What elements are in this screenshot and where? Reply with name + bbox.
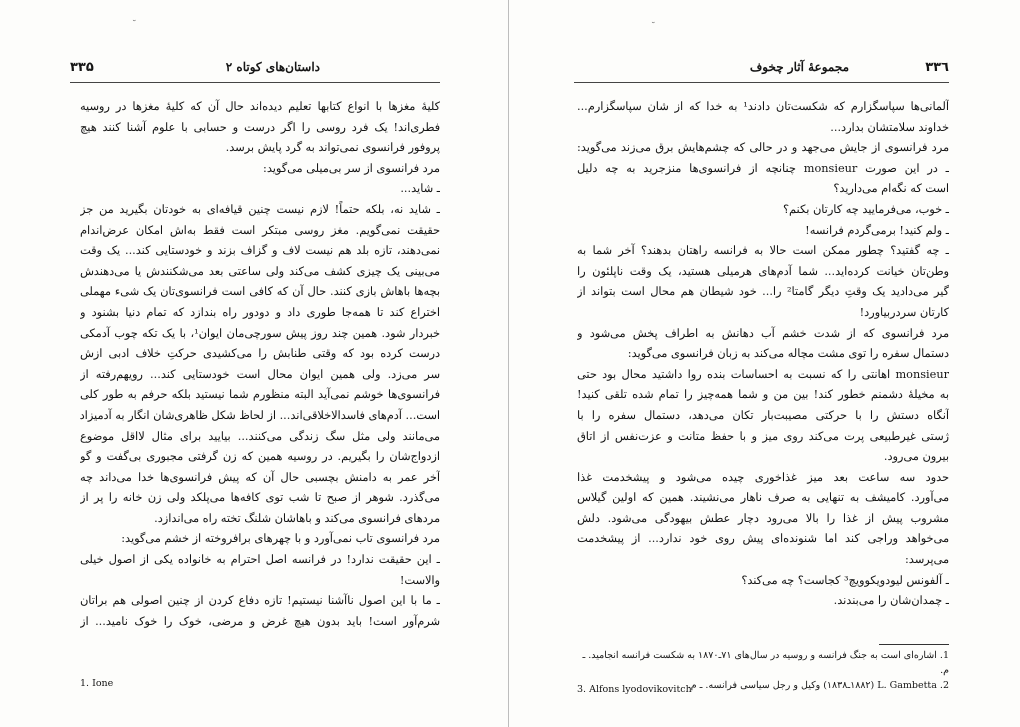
text-line: دستمال سفره را توی مشت مچاله می‌کند به زبان فرانسوی می‌گوید:	[627, 347, 949, 361]
text-line: ازدواج‌شان را بگیریم. در روسیه همین که زن گرفتی مجبوری بی‌گفت و گو	[80, 450, 440, 464]
text-line: خبردار شود. همین چند روز پیش سورچی‌مان ایوان¹، با یک تکه چوب آدمکی	[80, 326, 440, 340]
text-line: ـ شاید نه، بلکه حتماً! لازم نیست چنین قیافه‌ای به خودتان بگیرید من جز	[80, 202, 440, 216]
text-line: شرم‌آور است! باید بدون هیچ غرض و مرضی، خوک را خوک نامید... از	[80, 614, 440, 628]
text-line: والاست!	[399, 573, 440, 587]
right-body-text	[577, 97, 949, 612]
text-line: کلیهٔ مغزها با انواع کتابها تعلیم دیده‌اند حال آن که کلیهٔ مغزها در روسیه	[80, 100, 440, 113]
text-line: ـ این حقیقت ندارد! در فرانسه اصل احترام به خانواده یکی از اصول خیلی	[80, 553, 440, 567]
left-body-text	[80, 97, 440, 632]
text-line: درست کرده بود که وقتی طنابش را می‌کشیدی حرکتِ خلاف ادبی ازش	[80, 347, 440, 361]
right-page-number: ۳۳٦	[925, 60, 949, 75]
text-line: کارتان سردربیاورد!	[859, 305, 949, 319]
text-line: آخر عمر به دامنش بچسبی حال آن که پیش فرانسوی‌ها خدا می‌داند چه	[80, 470, 440, 484]
text-line: گیر می‌دادید یک وقتِ دیگر گامتا² را... خود شیطان هم محال است بتواند از	[577, 285, 949, 299]
right-running-title: مجموعهٔ آثار چخوف	[749, 60, 849, 74]
text-line: ـ ما با این اصول ناآشنا نیستیم! تازه دفاع کردن از چنین اصولی هم براتان	[80, 594, 440, 608]
footnote-2: 2. L. Gambetta (۱۸۸۲ـ۱۸۳۸) وکیل و رجل سیاسی فرانسه. ـ م.	[687, 680, 949, 691]
text-line: خداوند سلامتشان بدارد...	[830, 120, 949, 134]
text-line: می‌گذرد. شوهر از صبح تا شب توی کافه‌ها می‌پلکد ولی زن خانه را پر از	[80, 491, 440, 505]
footnote-rule	[879, 644, 949, 645]
text-line: می‌آورد. کامیشف به تنهایی به صرف ناهار می‌نشیند. همین که اولین گیلاس	[577, 491, 949, 505]
text-line: نمی‌دهند، تازه بلد هم نیست لاف و گزاف بزند و خودستایی کند... یک وقت	[80, 244, 440, 258]
left-page	[0, 0, 509, 727]
right-latin-footnote: 3. Alfons lyodovikovitch	[577, 684, 692, 695]
text-line: حقیقت نمی‌گویم. مغز روسی مبتکر است فقط به‌اش امکان عرض‌اندام	[80, 223, 440, 237]
text-line: ـ آلفونس لیودویکوویچ³ کجاست؟ چه می‌کند؟	[741, 573, 949, 587]
scan-speck: ˘	[651, 22, 656, 32]
text-line: به مخیلهٔ دشمنم خطور کند! بین من و شما همه‌چیز را تمام شده تلقی کنید!	[577, 388, 949, 402]
text-line: می‌خواهد وراجی کند اما شنونده‌ای پیش روی خود ندارد... از پیشخدمت	[577, 532, 949, 546]
text-line: مرد فرانسوی از سر بی‌میلی می‌گوید:	[263, 161, 440, 175]
text-line: مرد فرانسوی از جایش می‌جهد و در حالی که چشم‌هایش برق می‌زند می‌گوید:	[577, 141, 949, 155]
text-line: ـ چمدان‌شان را می‌بندند.	[833, 594, 949, 608]
text-line: فرانسوی‌ها خوشم نمی‌آید البته منظورم شما نیستید بلکه حرفم به طور کلی	[80, 388, 440, 402]
text-line: آلمانی‌ها سپاسگزارم که شکست‌تان دادند¹ به خدا که از شان سپاسگزارم...	[577, 100, 949, 113]
text-line: آنگاه دستش را با حرکتی مصیبت‌بار تکان می‌دهد، دستمال سفره را با	[577, 408, 949, 422]
text-line: می‌پرسد:	[904, 553, 949, 567]
left-header-rule	[70, 82, 440, 83]
text-line: monsieur اهانتی را که نسبت به احساسات بنده روا داشتید محال بود حتی	[577, 367, 949, 381]
right-header-rule	[574, 82, 949, 83]
text-line: سر می‌زد. ولی همین ایوان محال است خودستایی کند... رویهم‌رفته از	[80, 367, 440, 381]
text-line: ـ خوب، می‌فرمایید چه کارتان بکنم؟	[783, 202, 949, 216]
text-line: ـ چه گفتید؟ چطور ممکن است حالا به فرانسه راهتان بدهند؟ آخر شما به	[577, 244, 949, 258]
left-page-number: ۳۳۵	[70, 60, 94, 75]
right-page-header	[574, 60, 949, 80]
text-line: ـ در این صورت monsieur چنانچه از فرانسوی‌ها منزجرید به چه دلیل	[577, 161, 949, 175]
text-line: بیرون می‌رود.	[883, 450, 949, 464]
text-line: ـ ولم کنید! برمی‌گردم فرانسه!	[805, 223, 949, 237]
text-line: بچه‌ها باهاش بازی کنند. حال آن که کافی است فرانسوی‌تان یک شیء مهملی	[80, 285, 440, 299]
text-line: فطری‌اند! یک فرد روسی را اگر درست و حسابی با علوم آشنا کنند هیچ	[80, 120, 440, 134]
text-line: مرد فرانسوی تاب نمی‌آورد و با چهرهای برافروخته از خشم می‌گوید:	[121, 532, 440, 546]
text-line: است... آدم‌های فاسدالاخلاقی‌اند... از لحاظ شکل ظاهری‌شان انگار به آدمیزاد	[80, 408, 440, 422]
text-line: ـ شاید...	[400, 182, 440, 196]
text-line: مرد فرانسوی که از شدت خشم آب دهانش به اطراف پخش می‌شود و	[577, 326, 949, 340]
text-line: است که نگه‌ام می‌دارید؟	[833, 182, 949, 196]
text-line: وطن‌تان خیانت کرده‌اید... شما آدم‌های هرمیلی هستید، یک وقت ناپلئون را	[577, 264, 949, 278]
text-line: می‌بینی یک چیزی کشف می‌کند ولی ساعتی بعد می‌شکنندش یا می‌دهندش	[80, 264, 440, 278]
left-running-title: داستان‌های کوتاه ۲	[225, 60, 320, 74]
text-line: مشروب پیش از غذا را بالا می‌رود دچار عطش بیهودگی می‌شود. دلش	[577, 511, 949, 525]
right-page	[509, 0, 1020, 727]
footnote-1: 1. اشاره‌ای است به جنگ فرانسه و روسیه در سال‌های ۷۱ـ۱۸۷۰ به شکست فرانسه انجامید. ـ م.	[582, 650, 949, 676]
text-line: اختراع کند تا همه‌جا طوری داد و دودور راه بندازد که تمام دنیا بشنود و	[80, 305, 440, 319]
left-page-header	[70, 60, 440, 80]
text-line: حدود سه ساعت بعد میز غذاخوری چیده می‌شود و پیشخدمت غذا	[577, 470, 949, 484]
scan-speck: ˘	[132, 20, 137, 30]
text-line: پروفور فرانسوی نمی‌تواند به گرد پایش برسد.	[225, 141, 440, 155]
text-line: مردهای فرانسوی می‌کند و باهاشان شلنگ تخته راه می‌اندازد.	[154, 511, 440, 525]
left-footnote: 1. Ione	[80, 678, 114, 689]
text-line: ژستی غیرطبیعی پرت می‌کند روی میز و با حفظ متانت و عزت‌نفس از اتاق	[577, 429, 949, 443]
text-line: می‌مانند ولی مثل سگ زندگی می‌کنند... بیایید برای مثال لااقل موضوع	[80, 429, 440, 443]
